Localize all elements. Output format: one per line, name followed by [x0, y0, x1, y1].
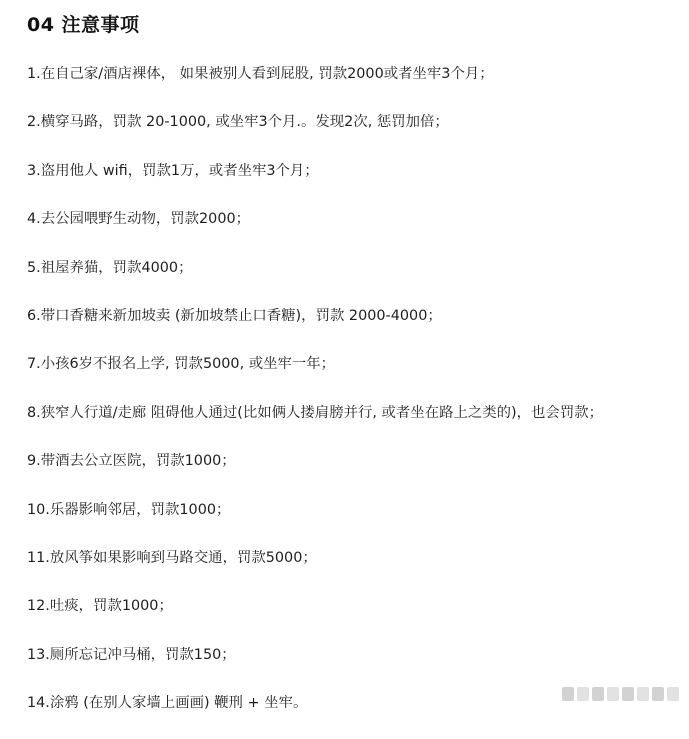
watermark-block — [622, 687, 634, 701]
list-item: 10.乐器影响邻居，罚款1000； — [27, 501, 231, 518]
watermark-block — [637, 687, 649, 701]
list-item: 5.祖屋养猫，罚款4000； — [27, 259, 193, 276]
list-item: 2.横穿马路，罚款 20-1000, 或坐牢3个月.。发现2次, 惩罚加倍； — [27, 114, 449, 131]
list-item: 13.厕所忘记冲马桶，罚款150； — [27, 646, 236, 663]
list-item: 7.小孩6岁不报名上学, 罚款5000, 或坐牢一年； — [27, 356, 336, 373]
list-item: 3.盗用他人 wifi，罚款1万，或者坐牢3个月； — [27, 162, 319, 179]
list-item: 4.去公园喂野生动物，罚款2000； — [27, 211, 251, 228]
list-item: 14.涂鸦 (在别人家墙上画画) 鞭刑 + 坐牢。 — [27, 695, 308, 712]
watermark-graphic — [562, 687, 679, 701]
list-item: 9.带酒去公立医院，罚款1000； — [27, 453, 236, 470]
rules-list — [27, 62, 603, 739]
list-item: 12.吐痰，罚款1000； — [27, 598, 173, 615]
list-item: 8.狭窄人行道/走廊 阻碍他人通过(比如俩人搂肩膀并行, 或者坐在路上之类的)，也会罚款； — [27, 404, 603, 421]
watermark-block — [562, 687, 574, 701]
watermark-block — [667, 687, 679, 701]
watermark-block — [577, 687, 589, 701]
list-item: 11.放风筝如果影响到马路交通，罚款5000； — [27, 549, 317, 566]
list-item: 1.在自己家/酒店裸体， 如果被别人看到屁股, 罚款2000或者坐牢3个月； — [27, 66, 494, 82]
watermark-block — [592, 687, 604, 701]
list-item: 6.带口香糖来新加坡卖 (新加坡禁止口香糖)，罚款 2000-4000； — [27, 307, 442, 324]
section-title: 04 注意事项 — [27, 14, 140, 36]
watermark-block — [607, 687, 619, 701]
watermark-block — [652, 687, 664, 701]
